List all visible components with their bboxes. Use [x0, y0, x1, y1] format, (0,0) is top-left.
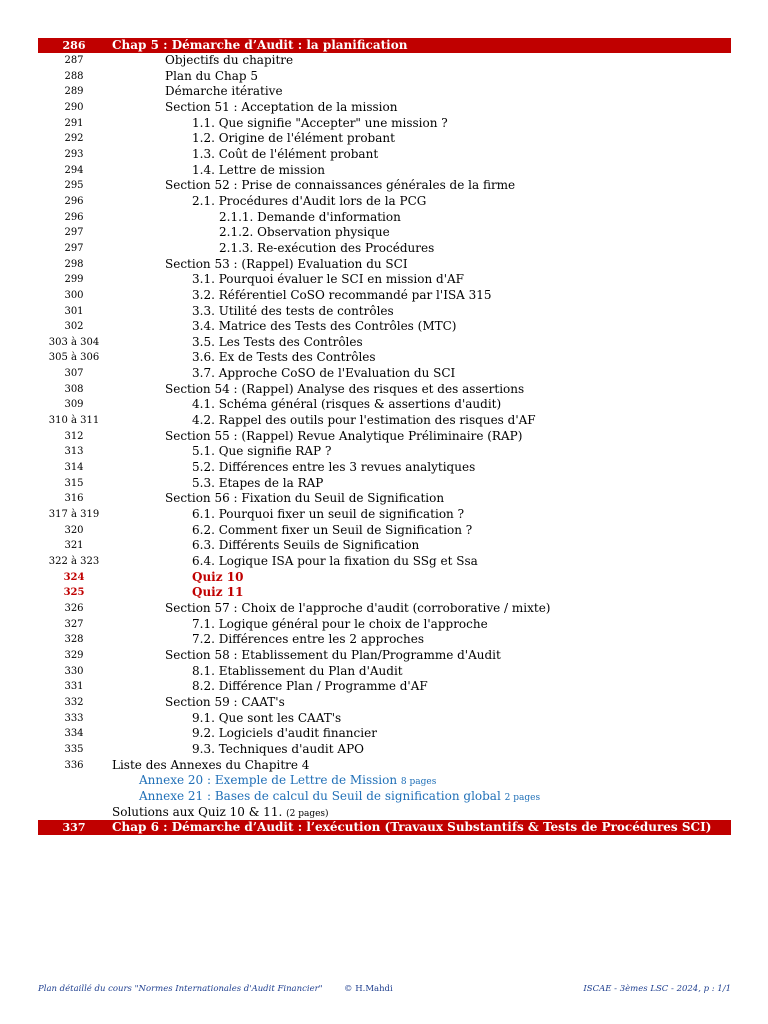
toc-row [38, 429, 731, 445]
entry-title [192, 413, 536, 429]
entry-text: Objectifs du chapitre [165, 53, 294, 67]
entry-title [192, 585, 243, 601]
entry-title [192, 476, 323, 492]
entry-title [192, 350, 376, 366]
entry-title [192, 319, 457, 335]
toc-row [38, 538, 731, 554]
toc-row [38, 648, 731, 664]
toc-row [38, 84, 731, 100]
toc-row [38, 257, 731, 273]
entry-text: 4.1. Schéma général (risques & assertions d'audit) [192, 397, 502, 412]
page-number: 295 [64, 180, 84, 192]
page-number: 297 [64, 227, 84, 239]
page-number: 334 [64, 728, 84, 740]
page-number: 296 [64, 195, 84, 207]
entry-title [165, 84, 283, 100]
entry-text: Quiz 11 [192, 585, 244, 600]
quiz-row [38, 585, 731, 601]
entry-text: 2.1.1. Demande d'information [219, 209, 401, 224]
entry-title [219, 241, 434, 257]
entry-text: Section 52 : Prise de connaissances générales de la firme [165, 178, 516, 193]
page-footer [38, 982, 731, 996]
page-number: 296 [64, 211, 84, 223]
entry-text: 5.1. Que signifie RAP ? [192, 444, 332, 459]
page-number: 325 [63, 587, 85, 599]
page-number: 326 [64, 602, 84, 614]
entry-text: Section 56 : Fixation du Seuil de Signification [165, 491, 445, 506]
toc-row [38, 163, 731, 179]
entry-text: 3.6. Ex de Tests des Contrôles [192, 350, 376, 365]
page-number: 305 à 306 [48, 352, 100, 364]
page-number: 301 [64, 305, 84, 317]
entry-text: 7.1. Logique général pour le choix de l'approche [192, 616, 488, 631]
page-number: 333 [64, 712, 84, 724]
entry-title [192, 397, 501, 413]
page-number: 313 [64, 446, 84, 458]
page-number: 316 [64, 493, 84, 505]
page-number: 330 [64, 665, 84, 677]
entry-title [192, 507, 464, 523]
toc-row [38, 382, 731, 398]
page-number: 303 à 304 [48, 336, 100, 348]
entry-text: 3.5. Les Tests des Contrôles [192, 334, 363, 349]
toc-row [38, 726, 731, 742]
entry-title [165, 601, 551, 617]
toc-row [38, 679, 731, 695]
entry-text: Section 55 : (Rappel) Revue Analytique Préliminaire (RAP) [165, 428, 523, 443]
chapter-row [38, 820, 731, 835]
entry-text: Liste des Annexes du Chapitre 4 [112, 757, 310, 772]
page-number: 314 [64, 462, 84, 474]
page-number: 324 [63, 571, 85, 583]
entry-text: 9.1. Que sont les CAAT's [192, 710, 342, 725]
toc-row [38, 523, 731, 539]
entry-title [192, 570, 243, 586]
entry-title [192, 163, 325, 179]
page-number: 308 [64, 383, 84, 395]
entry-title [192, 664, 403, 680]
entry-title [112, 38, 407, 53]
entry-title [219, 225, 390, 241]
toc-row [38, 225, 731, 241]
toc-row [38, 507, 731, 523]
entry-title [165, 429, 522, 445]
entry-title [192, 335, 363, 351]
toc-row [38, 601, 731, 617]
page-number: 336 [64, 759, 84, 771]
entry-text: Section 57 : Choix de l'approche d'audit (corroborative / mixte) [165, 600, 551, 615]
toc-row [38, 335, 731, 351]
page-number: 315 [64, 477, 84, 489]
entry-title [192, 194, 426, 210]
page-number: 332 [64, 696, 84, 708]
toc-row [38, 241, 731, 257]
toc-row [38, 758, 731, 774]
page-count-note: 8 pages [400, 777, 437, 788]
entry-text: 2.1.3. Re-exécution des Procédures [219, 240, 435, 255]
quiz-row [38, 570, 731, 586]
page-number: 291 [64, 117, 84, 129]
toc-row [38, 69, 731, 85]
entry-text: 1.1. Que signifie "Accepter" une mission ? [192, 115, 448, 130]
page-number: 327 [64, 618, 84, 630]
entry-title [192, 131, 395, 147]
entry-title [192, 679, 428, 695]
entry-title [192, 304, 394, 320]
entry-text: 9.3. Techniques d'audit APO [192, 741, 364, 756]
entry-title [165, 382, 524, 398]
entry-title [112, 820, 711, 835]
entry-text: 6.2. Comment fixer un Seuil de Signification ? [192, 522, 473, 537]
toc-row [38, 711, 731, 727]
page-count-note: 2 pages [504, 792, 541, 803]
entry-title [192, 147, 378, 163]
page-count-note: (2 pages) [286, 808, 329, 819]
entry-text: 8.1. Etablissement du Plan d'Audit [192, 663, 403, 678]
entry-text: Plan du Chap 5 [165, 68, 259, 83]
entry-title [192, 742, 364, 758]
toc-row [38, 617, 731, 633]
toc-row [38, 178, 731, 194]
table-of-contents [38, 38, 731, 835]
toc-row [38, 789, 731, 805]
entry-title [192, 366, 455, 382]
entry-text: Section 54 : (Rappel) Analyse des risques et des assertions [165, 381, 525, 396]
footer-page-info: ISCAE - 3èmes LSC - 2024, p : 1/1 [583, 984, 731, 994]
toc-row [38, 397, 731, 413]
entry-title [112, 758, 309, 774]
page-number: 290 [64, 101, 84, 113]
entry-text: Chap 6 : Démarche d’Audit : l’exécution (Travaux Substantifs & Tests de Procédures SCI) [112, 820, 712, 835]
page-number: 317 à 319 [48, 509, 100, 521]
page-number: 294 [64, 164, 84, 176]
toc-row [38, 476, 731, 492]
entry-title [192, 460, 475, 476]
toc-row [38, 100, 731, 116]
page-number: 309 [64, 399, 84, 411]
entry-text: 1.2. Origine de l'élément probant [192, 131, 395, 146]
toc-row [38, 742, 731, 758]
entry-title [165, 491, 444, 507]
entry-title [192, 632, 424, 648]
page-number: 312 [64, 430, 84, 442]
entry-title [192, 538, 419, 554]
toc-row [38, 695, 731, 711]
toc-row [38, 288, 731, 304]
entry-title [192, 554, 478, 570]
page-number: 337 [62, 821, 86, 835]
entry-text: 5.3. Etapes de la RAP [192, 475, 324, 490]
toc-row [38, 210, 731, 226]
entry-title [192, 116, 448, 132]
entry-title [165, 257, 408, 273]
toc-row [38, 194, 731, 210]
page-number: 302 [64, 321, 84, 333]
footer-author: © H.Mahdi [344, 984, 393, 994]
toc-row [38, 272, 731, 288]
page-number: 322 à 323 [48, 556, 100, 567]
toc-row [38, 773, 731, 789]
entry-title [192, 272, 464, 288]
toc-row [38, 413, 731, 429]
entry-title [165, 648, 501, 664]
toc-row [38, 131, 731, 147]
entry-text: Démarche itérative [165, 84, 283, 99]
entry-title [192, 617, 488, 633]
entry-text: 4.2. Rappel des outils pour l'estimation des risques d'AF [192, 413, 536, 428]
page-number: 310 à 311 [48, 415, 100, 427]
page-number: 329 [64, 649, 84, 661]
entry-title [165, 100, 397, 116]
page-number: 320 [64, 524, 84, 536]
entry-text: Quiz 10 [192, 569, 244, 584]
toc-row [38, 444, 731, 460]
toc-row [38, 664, 731, 680]
entry-title [192, 523, 472, 539]
entry-text: 3.1. Pourquoi évaluer le SCI en mission d'AF [192, 272, 464, 287]
entry-title [219, 210, 401, 226]
entry-text: Chap 5 : Démarche d’Audit : la planification [112, 38, 408, 52]
page-number: 300 [64, 289, 84, 301]
entry-text: 2.1.2. Observation physique [219, 225, 390, 240]
page-number: 297 [64, 242, 84, 254]
entry-title [192, 444, 331, 460]
entry-text: 5.2. Différences entre les 3 revues analytiques [192, 460, 476, 475]
entry-text: 3.7. Approche CoSO de l'Evaluation du SCI [192, 366, 456, 381]
toc-row [38, 53, 731, 69]
page-number: 331 [64, 681, 84, 693]
toc-row [38, 554, 731, 570]
page-number: 328 [64, 634, 84, 646]
page-number: 335 [64, 743, 84, 755]
entry-text: 1.4. Lettre de mission [192, 162, 326, 177]
entry-title [192, 288, 492, 304]
page-number: 286 [62, 39, 86, 52]
page-number: 293 [64, 148, 84, 160]
page-number: 287 [64, 55, 84, 66]
entry-text: 6.4. Logique ISA pour la fixation du SSg et Ssa [192, 554, 478, 568]
entry-text: 8.2. Différence Plan / Programme d'AF [192, 679, 428, 694]
page-number: 289 [64, 86, 84, 98]
toc-row [38, 366, 731, 382]
entry-text: 6.1. Pourquoi fixer un seuil de signification ? [192, 507, 465, 522]
entry-text: Annexe 20 : Exemple de Lettre de Mission [139, 773, 398, 788]
page-number: 292 [64, 133, 84, 145]
entry-text: 6.3. Différents Seuils de Signification [192, 538, 420, 553]
entry-text: Section 51 : Acceptation de la mission [165, 99, 398, 114]
entry-title [165, 178, 515, 194]
toc-row [38, 805, 731, 821]
page-number: 299 [64, 274, 84, 286]
toc-row [38, 319, 731, 335]
toc-row [38, 304, 731, 320]
page-number: 288 [64, 70, 84, 82]
entry-text: Annexe 21 : Bases de calcul du Seuil de signification global [139, 788, 501, 803]
footer-course-title: Plan détaillé du cours "Normes Internationales d'Audit Financier" [38, 984, 323, 994]
entry-text: 2.1. Procédures d'Audit lors de la PCG [192, 193, 427, 208]
toc-row [38, 491, 731, 507]
chapter-row [38, 38, 731, 53]
toc-row [38, 632, 731, 648]
entry-text: 7.2. Différences entre les 2 approches [192, 632, 425, 647]
page-number: 307 [64, 368, 84, 380]
toc-row [38, 460, 731, 476]
entry-title [165, 695, 285, 711]
entry-text: Section 58 : Etablissement du Plan/Programme d'Audit [165, 647, 501, 662]
toc-row [38, 147, 731, 163]
entry-text: Section 59 : CAAT's [165, 694, 285, 709]
entry-title [192, 711, 341, 727]
entry-title [165, 53, 293, 69]
toc-row [38, 116, 731, 132]
entry-title [165, 69, 258, 85]
page-number: 321 [64, 540, 84, 552]
entry-title [192, 726, 377, 742]
entry-text: Solutions aux Quiz 10 & 11. [112, 804, 283, 819]
entry-text: 3.2. Référentiel CoSO recommandé par l'ISA 315 [192, 287, 492, 302]
page-number: 298 [64, 258, 84, 270]
entry-text: 3.3. Utilité des tests de contrôles [192, 303, 394, 318]
entry-text: Section 53 : (Rappel) Evaluation du SCI [165, 256, 408, 271]
entry-text: 1.3. Coût de l'élément probant [192, 146, 379, 161]
entry-text: 3.4. Matrice des Tests des Contrôles (MTC) [192, 319, 457, 334]
entry-text: 9.2. Logiciels d'audit financier [192, 726, 377, 741]
toc-row [38, 350, 731, 366]
